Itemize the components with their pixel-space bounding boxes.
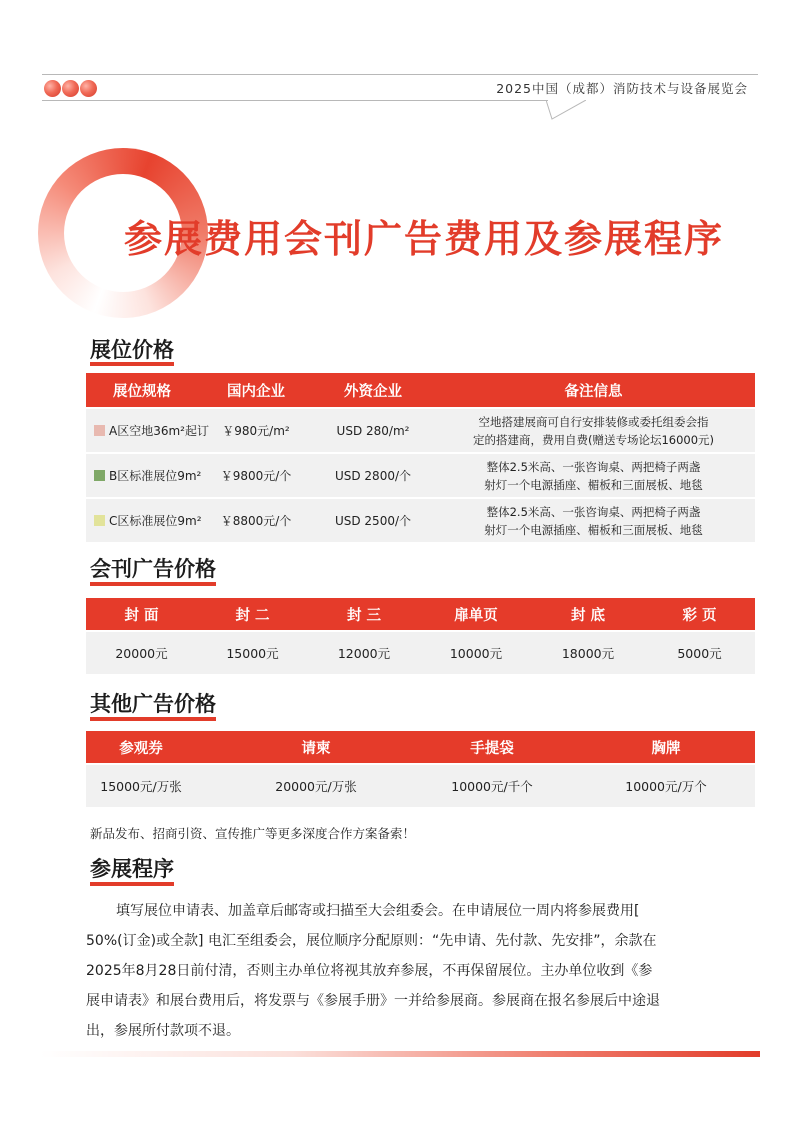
booth-remark-a-line2: 定的搭建商，费用自费(赠送专场论坛16000元) [472, 432, 715, 447]
other-col-bag: 手提袋 [470, 740, 514, 757]
other-col-invitation: 请柬 [301, 740, 331, 757]
cooperation-note: 新品发布、招商引资、宣传推广等更多深度合作方案备索！ [90, 826, 416, 841]
header-dots [44, 80, 104, 98]
procedure-paragraph [86, 896, 726, 1046]
procedure-line: 展申请表》和展台费用后，将发票与《参展手册》一并给参展商。参展商在报名参展后中途退 [86, 993, 660, 1009]
catalog-val-cover3: 12000元 [337, 646, 391, 661]
header-dot-icon [80, 80, 97, 97]
other-section-underline [90, 717, 216, 721]
header-title: 2025中国（成都）消防技术与设备展览会 [496, 81, 748, 96]
booth-col-foreign: 外资企业 [344, 383, 402, 400]
other-col-ticket: 参观券 [119, 740, 163, 757]
catalog-col-cover2: 封 二 [235, 607, 270, 624]
procedure-section-title: 参展程序 [90, 857, 174, 881]
header-dot-icon [44, 80, 61, 97]
booth-remark-b-line1: 整体2.5米高、一张咨询桌、两把椅子两盏 [486, 459, 701, 474]
other-val-invitation: 20000元/万张 [275, 779, 357, 794]
booth-domestic-a: ￥980元/m² [222, 424, 290, 438]
booth-remark-a-line1: 空地搭建展商可自行安排装修或委托组委会指 [478, 414, 709, 429]
booth-foreign-a: USD 280/m² [336, 423, 410, 438]
booth-section-title: 展位价格 [90, 338, 174, 362]
booth-row-b [86, 454, 755, 497]
other-val-bag: 10000元/千个 [451, 779, 533, 794]
zone-a-swatch [94, 425, 105, 436]
zone-c-swatch [94, 515, 105, 526]
booth-domestic-c: ￥8800元/个 [220, 514, 292, 528]
catalog-table-header [86, 598, 755, 630]
catalog-col-back: 封 底 [570, 607, 606, 624]
booth-foreign-b: USD 2800/个 [334, 469, 412, 483]
other-val-ticket: 15000元/万张 [100, 779, 182, 794]
procedure-line: 2025年8月28日前付清，否则主办单位将视其放弃参展，不再保留展位。主办单位收到《参 [86, 963, 653, 979]
header-rule-top [42, 74, 758, 75]
catalog-col-color: 彩 页 [682, 607, 717, 624]
booth-remark-b [432, 454, 755, 497]
procedure-section-underline [90, 882, 174, 886]
page-title: 参展费用会刊广告费用及参展程序 [124, 217, 725, 261]
header-rule-bottom [42, 100, 548, 101]
catalog-val-flyleaf: 10000元 [449, 646, 503, 661]
procedure-line: 填写展位申请表、加盖章后邮寄或扫描至大会组委会。在申请展位一周内将参展费用[ [116, 903, 640, 919]
catalog-val-cover: 20000元 [115, 646, 168, 661]
booth-section-underline [90, 362, 174, 366]
other-table-header [86, 731, 755, 763]
other-val-badge: 10000元/万个 [625, 779, 707, 794]
booth-remark-c-line1: 整体2.5米高、一张咨询桌、两把椅子两盏 [486, 504, 701, 519]
zone-b-swatch [94, 470, 105, 481]
catalog-section-underline [90, 582, 216, 586]
catalog-val-color: 5000元 [677, 646, 722, 661]
catalog-section-title: 会刊广告价格 [90, 557, 216, 581]
other-table-row [86, 765, 755, 807]
catalog-table-row [86, 632, 755, 674]
other-section-title: 其他广告价格 [90, 692, 216, 716]
booth-remark-c [432, 499, 755, 542]
footer-gradient-bar [40, 1051, 760, 1057]
booth-remark-b-line2: 射灯一个电源插座、楣板和三面展板、地毯 [484, 477, 703, 492]
catalog-val-cover2: 15000元 [226, 646, 279, 661]
booth-col-domestic: 国内企业 [227, 383, 285, 400]
booth-col-remark: 备注信息 [564, 383, 623, 400]
booth-row-a [86, 409, 755, 452]
booth-spec-b: B区标准展位9m² [109, 469, 202, 483]
booth-foreign-c: USD 2500/个 [334, 514, 412, 528]
procedure-line: 50%(订金)或全款] 电汇至组委会，展位顺序分配原则：“先申请、先付款、先安排”，余款在 [86, 933, 657, 949]
booth-row-c [86, 499, 755, 542]
catalog-val-back: 18000元 [561, 646, 615, 661]
header-callout-tail [546, 100, 586, 120]
other-col-badge: 胸牌 [651, 740, 681, 757]
catalog-col-cover3: 封 三 [346, 607, 382, 624]
booth-remark-a [432, 409, 755, 452]
catalog-col-cover: 封 面 [124, 607, 159, 624]
booth-remark-c-line2: 射灯一个电源插座、楣板和三面展板、地毯 [484, 522, 703, 537]
header-dot-icon [62, 80, 79, 97]
catalog-col-flyleaf: 扉单页 [454, 607, 498, 624]
booth-table-header [86, 373, 755, 407]
booth-spec-a: A区空地36m²起订 [109, 424, 209, 438]
booth-domestic-b: ￥9800元/个 [220, 469, 292, 483]
procedure-line: 出，参展所付款项不退。 [86, 1023, 240, 1039]
booth-spec-c: C区标准展位9m² [109, 514, 202, 528]
booth-col-spec: 展位规格 [113, 383, 171, 400]
